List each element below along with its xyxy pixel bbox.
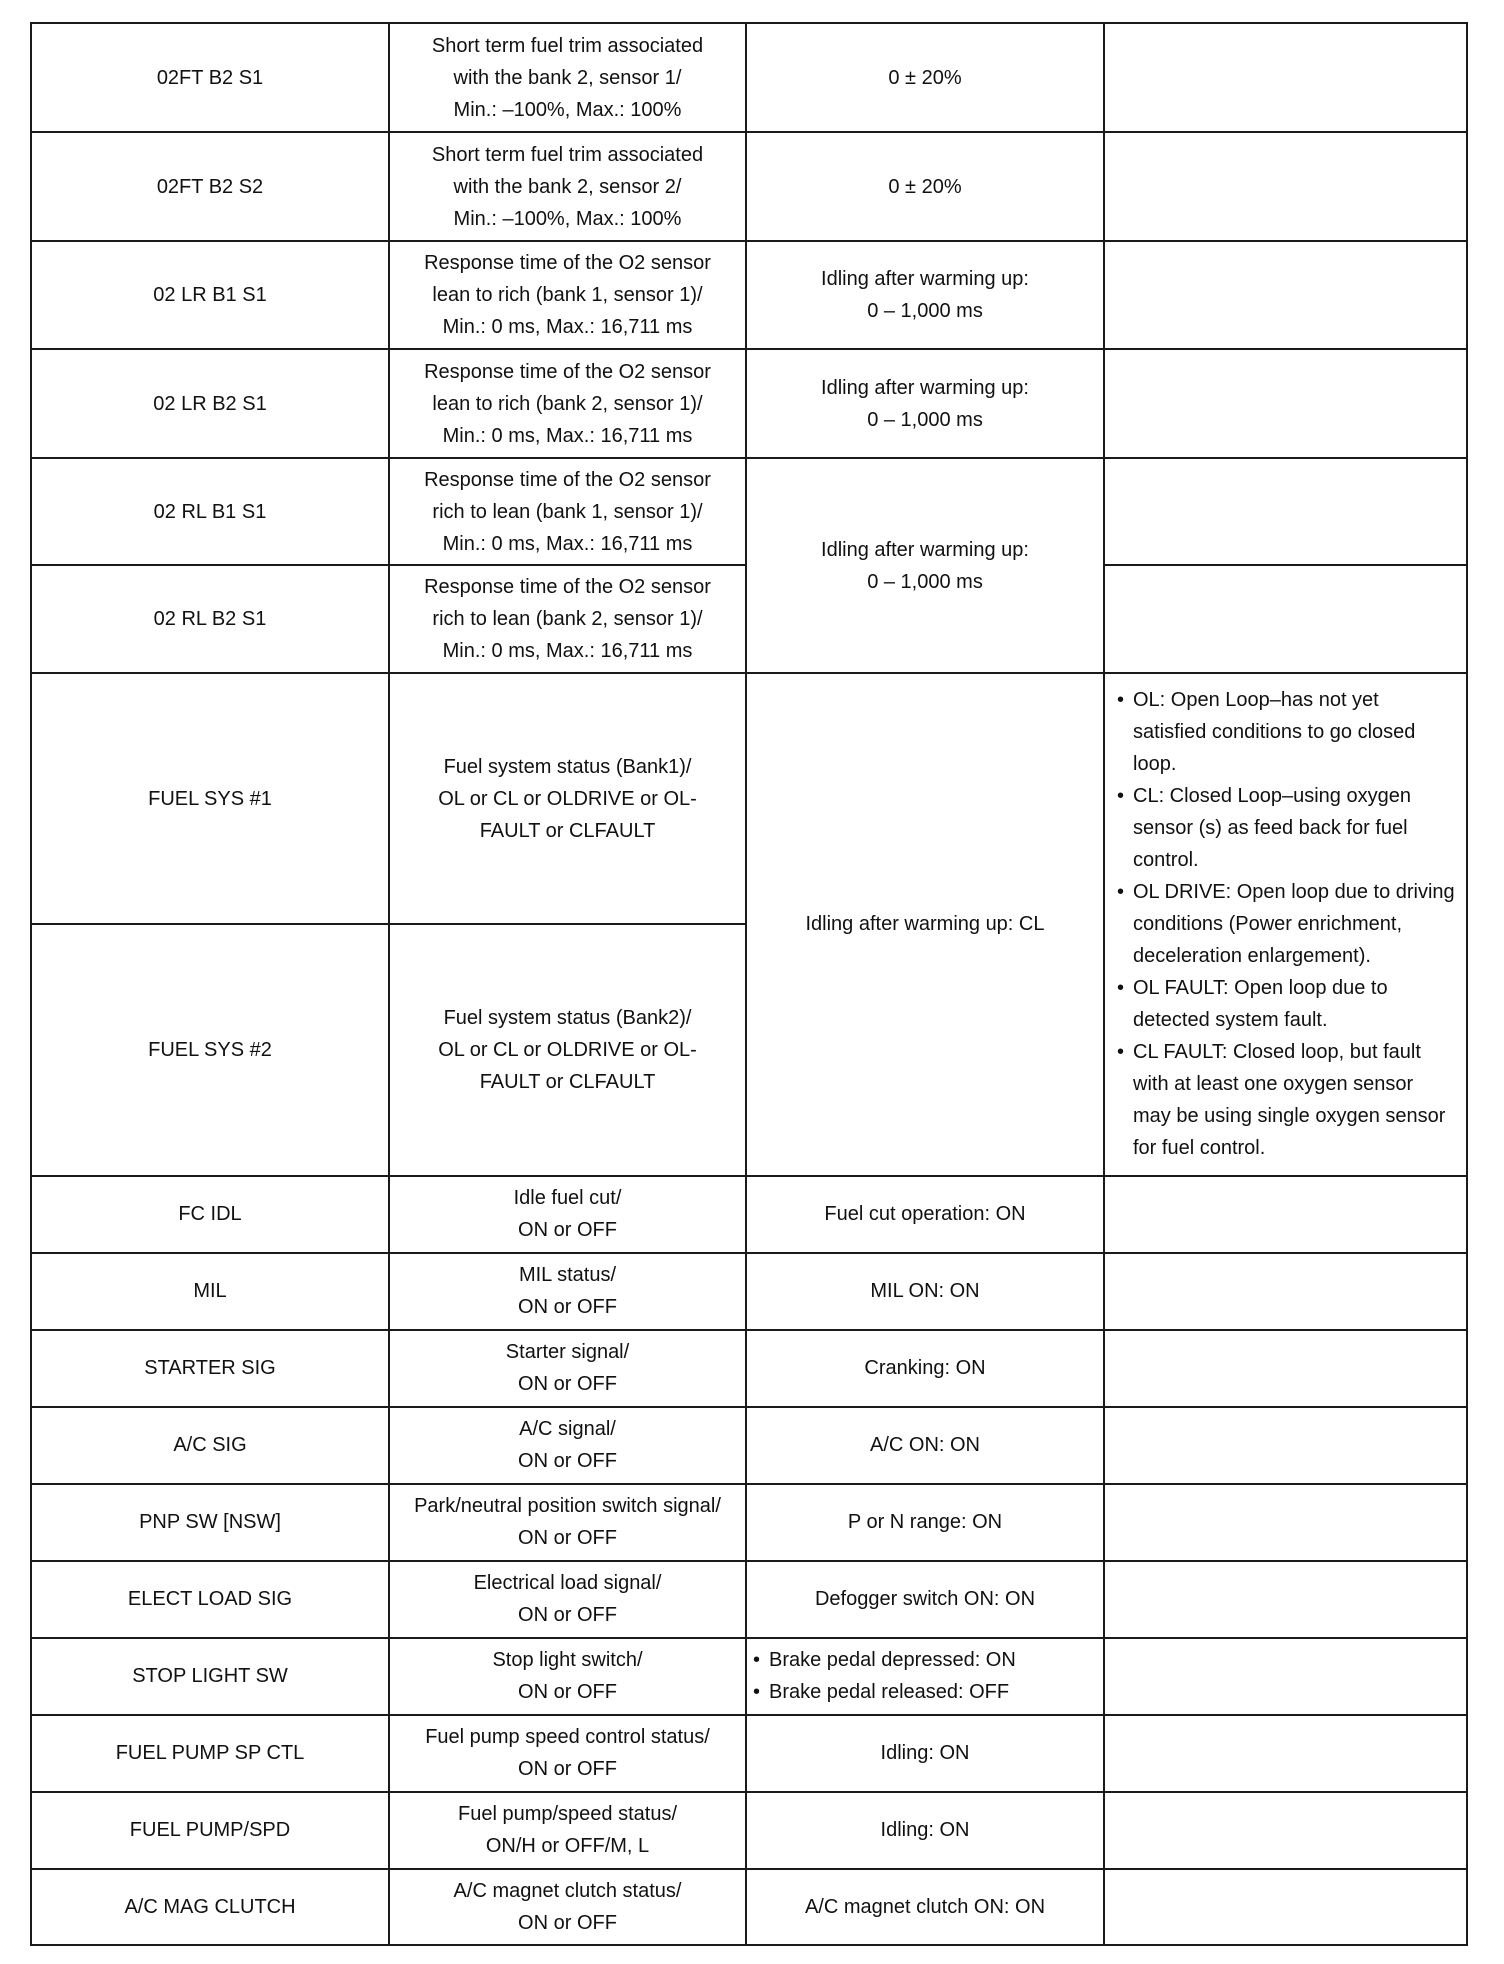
text-line: ON/H or OFF/M, L xyxy=(485,1835,650,1858)
text-line: Electrical load signal/ xyxy=(473,1572,662,1595)
description-cell xyxy=(389,1715,746,1792)
description-cell xyxy=(389,349,746,458)
text-line: Idling after warming up: xyxy=(821,376,1029,399)
text-line: Park/neutral position switch signal/ xyxy=(414,1495,721,1518)
text-line: with the bank 2, sensor 1/ xyxy=(453,66,682,89)
condition-cell xyxy=(746,1561,1104,1638)
condition-cell xyxy=(746,1484,1104,1561)
condition-bullet: • Brake pedal released: OFF xyxy=(751,1676,1093,1708)
text-line: MIL ON: ON xyxy=(870,1280,980,1303)
diagnostic-note-cell xyxy=(1104,1792,1467,1869)
item-cell: FC IDL xyxy=(31,1176,389,1253)
text-line: Min.: 0 ms, Max.: 16,711 ms xyxy=(442,316,693,339)
text-line: Fuel system status (Bank1)/ xyxy=(443,755,692,778)
item-cell: FUEL SYS #2 xyxy=(31,924,389,1175)
text-line: ON or OFF xyxy=(518,1450,617,1473)
text-line: A/C magnet clutch ON: ON xyxy=(804,1895,1046,1918)
description-cell xyxy=(389,1407,746,1484)
table-row xyxy=(31,1715,1467,1792)
table-row xyxy=(31,1792,1467,1869)
text-line: lean to rich (bank 2, sensor 1)/ xyxy=(432,392,703,415)
text-line: 0 ± 20% xyxy=(888,175,962,198)
description-cell xyxy=(389,673,746,924)
fuel-system-notes-list xyxy=(1115,684,1456,1164)
description-cell xyxy=(389,924,746,1175)
table-row xyxy=(31,1330,1467,1407)
text-line: rich to lean (bank 1, sensor 1)/ xyxy=(432,500,703,523)
text-line: ON or OFF xyxy=(518,1681,617,1704)
text-line: Idling: ON xyxy=(880,1742,970,1765)
text-line: 0 – 1,000 ms xyxy=(867,300,983,323)
condition-cell xyxy=(746,1792,1104,1869)
note-item: • OL: Open Loop–has not yet satisfied conditions to go closed loop. xyxy=(1115,684,1456,780)
item-cell: 02 RL B1 S1 xyxy=(31,458,389,565)
table-row xyxy=(31,132,1467,241)
table-row xyxy=(31,1253,1467,1330)
description-cell xyxy=(389,1561,746,1638)
text-line: A/C ON: ON xyxy=(869,1434,980,1457)
text-line: MIL status/ xyxy=(518,1264,617,1287)
table-row xyxy=(31,458,1467,565)
description-cell xyxy=(389,1330,746,1407)
text-line: Min.: –100%, Max.: 100% xyxy=(453,207,682,230)
item-cell: MIL xyxy=(31,1253,389,1330)
text-line: Idling after warming up: xyxy=(821,538,1029,561)
table-row xyxy=(31,1638,1467,1715)
data-list-table xyxy=(30,22,1468,1946)
text-line: A/C magnet clutch status/ xyxy=(453,1879,682,1902)
text-line: ON or OFF xyxy=(518,1758,617,1781)
table-row xyxy=(31,1561,1467,1638)
text-line: Response time of the O2 sensor xyxy=(424,468,711,491)
text-line: Min.: –100%, Max.: 100% xyxy=(453,98,682,121)
condition-cell xyxy=(746,1407,1104,1484)
text-line: Fuel system status (Bank2)/ xyxy=(443,1006,692,1029)
description-cell xyxy=(389,241,746,349)
diagnostic-note-cell xyxy=(1104,1869,1467,1945)
text-line: Cranking: ON xyxy=(864,1357,986,1380)
description-cell xyxy=(389,565,746,673)
text-line: Short term fuel trim associated xyxy=(431,143,704,166)
text-line: Defogger switch ON: ON xyxy=(814,1588,1036,1611)
text-line: A/C signal/ xyxy=(519,1418,616,1441)
diagnostic-note-cell xyxy=(1104,1715,1467,1792)
text-line: Starter signal/ xyxy=(505,1341,630,1364)
text-line: Fuel pump speed control status/ xyxy=(425,1726,710,1749)
text-line: 0 ± 20% xyxy=(888,66,962,89)
item-cell: STARTER SIG xyxy=(31,1330,389,1407)
fuel-system-notes-cell xyxy=(1104,673,1467,1175)
item-cell: 02 LR B1 S1 xyxy=(31,241,389,349)
text-line: ON or OFF xyxy=(518,1604,617,1627)
text-line: ON or OFF xyxy=(518,1911,617,1934)
item-cell: FUEL PUMP/SPD xyxy=(31,1792,389,1869)
diagnostic-note-cell xyxy=(1104,1638,1467,1715)
description-cell xyxy=(389,1792,746,1869)
text-line: 0 – 1,000 ms xyxy=(867,570,983,593)
diagnostic-note-cell xyxy=(1104,1484,1467,1561)
diagnostic-note-cell xyxy=(1104,1253,1467,1330)
text-line: Short term fuel trim associated xyxy=(431,34,704,57)
condition-cell xyxy=(746,23,1104,132)
item-cell: 02FT B2 S1 xyxy=(31,23,389,132)
condition-cell xyxy=(746,349,1104,458)
diagnostic-note-cell xyxy=(1104,23,1467,132)
condition-bullet: • Brake pedal depressed: ON xyxy=(751,1644,1093,1676)
description-cell xyxy=(389,1253,746,1330)
item-cell: 02FT B2 S2 xyxy=(31,132,389,241)
text-line: OL or CL or OLDRIVE or OL- xyxy=(438,787,697,810)
document-page xyxy=(30,22,1466,1946)
text-line: ON or OFF xyxy=(518,1296,617,1319)
item-cell: A/C MAG CLUTCH xyxy=(31,1869,389,1945)
text-line: Idling: ON xyxy=(880,1819,970,1842)
condition-bullets xyxy=(751,1644,1093,1708)
diagnostic-note-cell xyxy=(1104,1561,1467,1638)
text-line: OL or CL or OLDRIVE or OL- xyxy=(438,1038,697,1061)
text-line: ON or OFF xyxy=(518,1219,617,1242)
description-cell xyxy=(389,23,746,132)
diagnostic-note-cell xyxy=(1104,132,1467,241)
table-row xyxy=(31,1407,1467,1484)
condition-cell xyxy=(746,1638,1104,1715)
item-cell: 02 RL B2 S1 xyxy=(31,565,389,673)
note-item: • OL FAULT: Open loop due to detected system fault. xyxy=(1115,972,1456,1036)
condition-cell xyxy=(746,241,1104,349)
condition-cell xyxy=(746,1869,1104,1945)
diagnostic-note-cell xyxy=(1104,458,1467,565)
text-line: Response time of the O2 sensor xyxy=(424,576,711,599)
condition-cell xyxy=(746,1176,1104,1253)
table-row xyxy=(31,673,1467,924)
table-row xyxy=(31,1176,1467,1253)
item-cell: FUEL PUMP SP CTL xyxy=(31,1715,389,1792)
item-cell: 02 LR B2 S1 xyxy=(31,349,389,458)
text-line: lean to rich (bank 1, sensor 1)/ xyxy=(432,284,703,307)
table-row xyxy=(31,241,1467,349)
diagnostic-note-cell xyxy=(1104,565,1467,673)
text-line: Min.: 0 ms, Max.: 16,711 ms xyxy=(442,640,693,663)
condition-cell xyxy=(746,1253,1104,1330)
item-cell: A/C SIG xyxy=(31,1407,389,1484)
text-line: Stop light switch/ xyxy=(492,1649,643,1672)
condition-cell xyxy=(746,1330,1104,1407)
note-item: • CL FAULT: Closed loop, but fault with at least one oxygen sensor may be using single oxygen sensor for fuel control. xyxy=(1115,1036,1456,1164)
text-line: Fuel cut operation: ON xyxy=(824,1203,1026,1226)
description-cell xyxy=(389,1638,746,1715)
description-cell xyxy=(389,1869,746,1945)
item-cell: PNP SW [NSW] xyxy=(31,1484,389,1561)
shared-condition-cell xyxy=(746,458,1104,673)
item-cell: ELECT LOAD SIG xyxy=(31,1561,389,1638)
item-cell: STOP LIGHT SW xyxy=(31,1638,389,1715)
text-line: ON or OFF xyxy=(518,1373,617,1396)
text-line: ON or OFF xyxy=(518,1527,617,1550)
shared-condition-cell: Idling after warming up: CL xyxy=(746,673,1104,1175)
note-item: • OL DRIVE: Open loop due to driving conditions (Power enrichment, deceleration enlargement). xyxy=(1115,876,1456,972)
description-cell xyxy=(389,1484,746,1561)
text-line: FAULT or CLFAULT xyxy=(479,819,656,842)
text-line: rich to lean (bank 2, sensor 1)/ xyxy=(432,608,703,631)
text-line: Min.: 0 ms, Max.: 16,711 ms xyxy=(442,424,693,447)
text-line: Idling after warming up: xyxy=(821,268,1029,291)
condition-cell xyxy=(746,132,1104,241)
text-line: FAULT or CLFAULT xyxy=(479,1070,656,1093)
table-row xyxy=(31,1869,1467,1945)
table-row xyxy=(31,23,1467,132)
note-item: • CL: Closed Loop–using oxygen sensor (s) as feed back for fuel control. xyxy=(1115,780,1456,876)
text-line: with the bank 2, sensor 2/ xyxy=(453,175,682,198)
item-cell: FUEL SYS #1 xyxy=(31,673,389,924)
text-line: Response time of the O2 sensor xyxy=(424,360,711,383)
table-row xyxy=(31,1484,1467,1561)
diagnostic-note-cell xyxy=(1104,1407,1467,1484)
condition-cell xyxy=(746,1715,1104,1792)
text-line: P or N range: ON xyxy=(847,1511,1003,1534)
text-line: Idle fuel cut/ xyxy=(513,1187,622,1210)
text-line: Fuel pump/speed status/ xyxy=(457,1803,677,1826)
diagnostic-note-cell xyxy=(1104,1176,1467,1253)
diagnostic-note-cell xyxy=(1104,349,1467,458)
diagnostic-note-cell xyxy=(1104,1330,1467,1407)
description-cell xyxy=(389,1176,746,1253)
text-line: Response time of the O2 sensor xyxy=(424,252,711,275)
description-cell xyxy=(389,132,746,241)
diagnostic-note-cell xyxy=(1104,241,1467,349)
text-line: 0 – 1,000 ms xyxy=(867,408,983,431)
table-row xyxy=(31,349,1467,458)
text-line: Min.: 0 ms, Max.: 16,711 ms xyxy=(442,532,693,555)
description-cell xyxy=(389,458,746,565)
